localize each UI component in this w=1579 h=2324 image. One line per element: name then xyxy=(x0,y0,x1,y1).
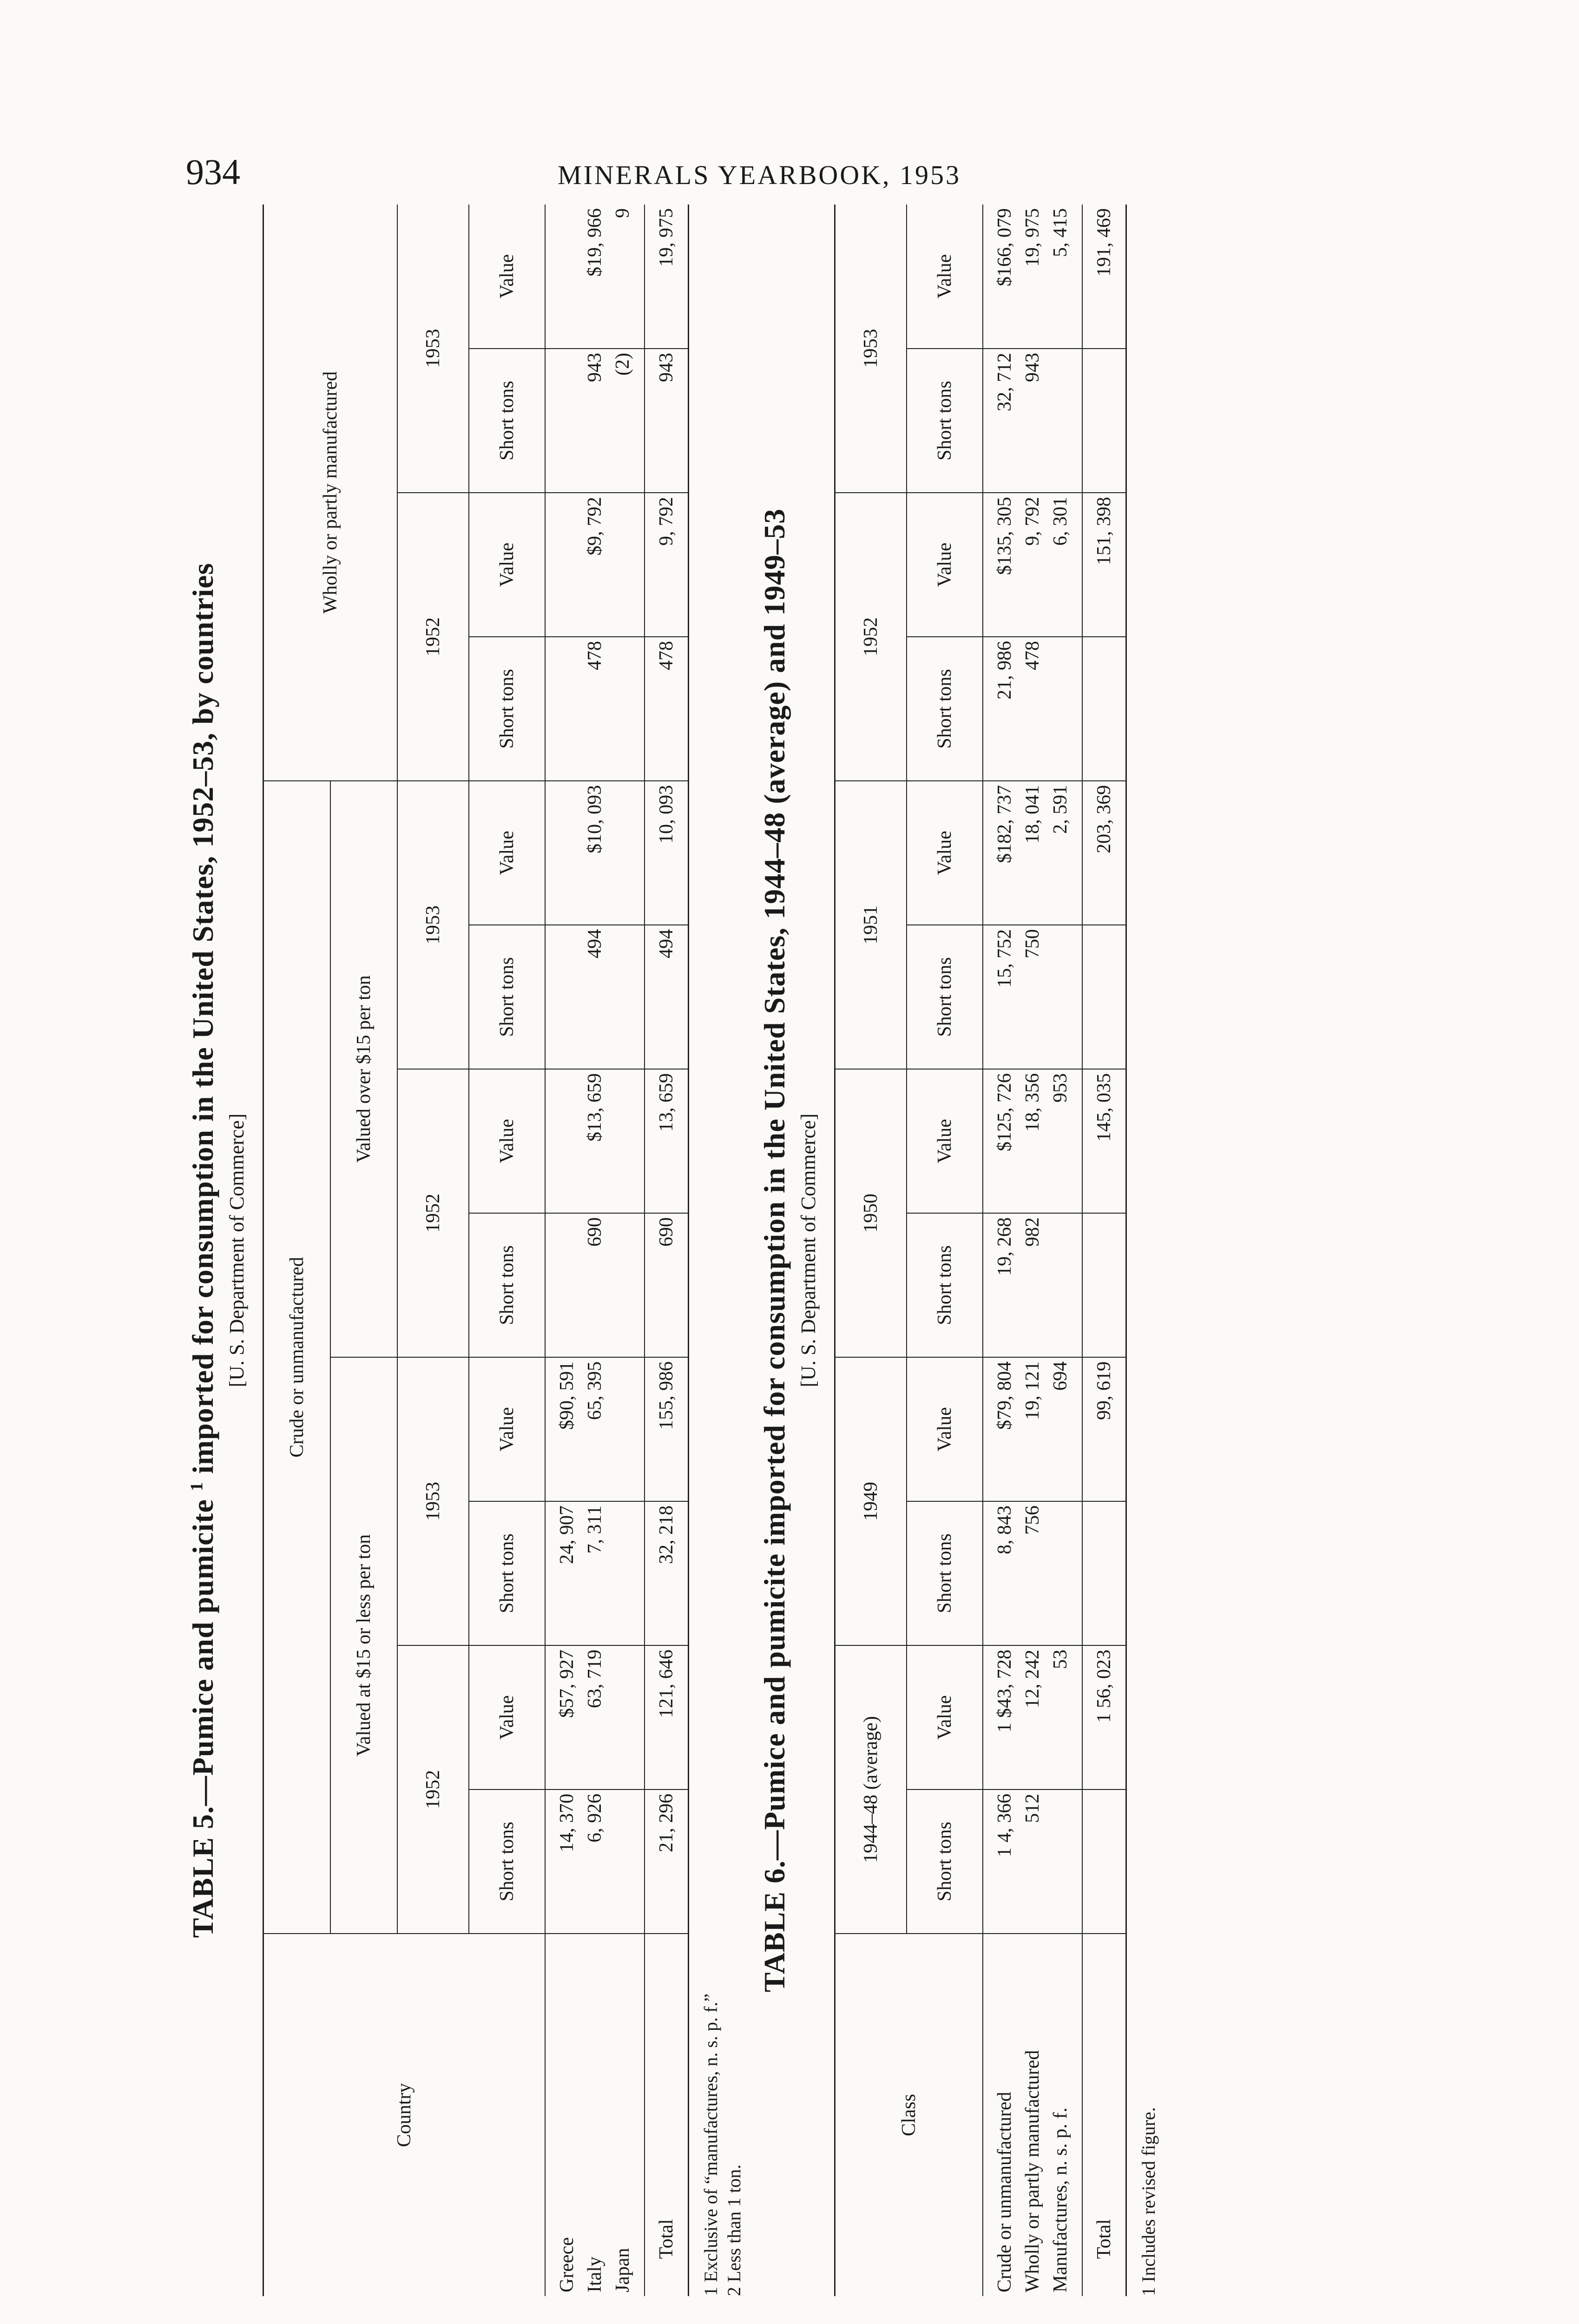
table6-header-year: 1952 xyxy=(835,493,907,781)
table6-cell: 750 xyxy=(1019,925,1046,1069)
table5-cell xyxy=(545,205,581,349)
table5-header-year: 1953 xyxy=(397,205,469,493)
table6-cell: 32, 712 xyxy=(983,349,1019,493)
table5-header-year: 1952 xyxy=(397,1645,469,1934)
table5-footnote-2: 2 Less than 1 ton. xyxy=(724,2164,744,2296)
table6-cell: $135, 305 xyxy=(983,493,1019,637)
table5-header-year: 1953 xyxy=(397,1357,469,1645)
table5-row-label: Japan xyxy=(612,2248,633,2292)
table5-header-value: Value xyxy=(469,781,545,925)
table5-total-cell: 19, 975 xyxy=(645,205,689,349)
table6-row-label: Manufactures, n. s. p. f. xyxy=(1050,2107,1071,2292)
running-header xyxy=(186,151,1115,202)
table5-source: [U. S. Department of Commerce] xyxy=(225,1113,248,1387)
table6-cell: $166, 079 xyxy=(983,205,1019,349)
table5-header-year: 1952 xyxy=(397,493,469,781)
table6-cell xyxy=(1046,1501,1082,1645)
table5-cell: 6, 926 xyxy=(581,1789,609,1934)
table5-total-cell: 121, 646 xyxy=(645,1645,689,1789)
table6-cell xyxy=(1046,1213,1082,1357)
table6-header-value: Value xyxy=(907,781,983,925)
table5-header-crude: Crude or unmanufactured xyxy=(263,781,331,1934)
table6-cell: 8, 843 xyxy=(983,1501,1019,1645)
table6-header-short-tons: Short tons xyxy=(907,1501,983,1645)
table5-header-country: Country xyxy=(263,1934,546,2296)
table5-cell: 7, 311 xyxy=(581,1501,609,1645)
table6-header-value: Value xyxy=(907,1645,983,1789)
table6-header-year: 1949 xyxy=(835,1357,907,1645)
table5-header-value: Value xyxy=(469,1645,545,1789)
table6-total-cell: 203, 369 xyxy=(1082,781,1126,925)
table5-cell xyxy=(545,781,581,925)
table5-header-short-tons: Short tons xyxy=(469,637,545,781)
table5-cell: 690 xyxy=(581,1213,609,1357)
table5-cell: 9 xyxy=(609,205,645,349)
table5-cell xyxy=(545,1069,581,1213)
table5-cell: (2) xyxy=(609,349,645,493)
table5-cell xyxy=(609,1069,645,1213)
table6-row-label: Wholly or partly manufactured xyxy=(1022,2050,1043,2292)
table6-cell xyxy=(1046,1789,1082,1934)
table6-header-year: 1944–48 (average) xyxy=(835,1645,907,1934)
table5-header-year: 1952 xyxy=(397,1069,469,1357)
table5-cell: 478 xyxy=(581,637,609,781)
table6-cell: 694 xyxy=(1046,1357,1082,1501)
table6-cell: 19, 975 xyxy=(1019,205,1046,349)
table6-row xyxy=(983,205,1019,2296)
table5-cell: 14, 370 xyxy=(545,1789,581,1934)
table5-cell xyxy=(609,1789,645,1934)
table6-header-value: Value xyxy=(907,1069,983,1213)
table6-total-cell: 191, 469 xyxy=(1082,205,1126,349)
table5-header-year: 1953 xyxy=(397,781,469,1069)
table6 xyxy=(834,205,1127,2296)
table6-cell: 1 4, 366 xyxy=(983,1789,1019,1934)
table5-header-over15: Valued over $15 per ton xyxy=(330,781,397,1357)
running-title: MINERALS YEARBOOK, 1953 xyxy=(558,160,961,190)
rotated-tables xyxy=(177,205,1310,2296)
table5-cell: 24, 907 xyxy=(545,1501,581,1645)
table6-header-short-tons: Short tons xyxy=(907,925,983,1069)
table5-total-cell: 943 xyxy=(645,349,689,493)
table5 xyxy=(263,205,689,2296)
table6-cell: 21, 986 xyxy=(983,637,1019,781)
table6-header-value: Value xyxy=(907,1357,983,1501)
table5-header-under15: Valued at $15 or less per ton xyxy=(330,1357,397,1934)
table6-cell: 6, 301 xyxy=(1046,493,1082,637)
table5-header-wholly: Wholly or partly manufactured xyxy=(263,205,398,781)
table5-cell: 63, 719 xyxy=(581,1645,609,1789)
table5-cell xyxy=(545,349,581,493)
table5-total-cell: 690 xyxy=(645,1213,689,1357)
table6-row-label: Crude or unmanufactured xyxy=(994,2092,1015,2292)
table6-cell: 53 xyxy=(1046,1645,1082,1789)
table6-row xyxy=(1046,205,1082,2296)
table6-cell xyxy=(1046,925,1082,1069)
table5-cell xyxy=(609,1645,645,1789)
table5-cell xyxy=(609,1213,645,1357)
table5-total-cell: 494 xyxy=(645,925,689,1069)
table5-row xyxy=(581,205,609,2296)
table5-header-short-tons: Short tons xyxy=(469,925,545,1069)
table5-cell xyxy=(609,781,645,925)
table5-cell: 943 xyxy=(581,349,609,493)
table6-cell: 982 xyxy=(1019,1213,1046,1357)
table6-cell: 15, 752 xyxy=(983,925,1019,1069)
table6-total-cell: 151, 398 xyxy=(1082,493,1126,637)
table6-total-cell xyxy=(1082,1501,1126,1645)
table5-cell: $13, 659 xyxy=(581,1069,609,1213)
table5-total-row xyxy=(645,205,689,2296)
table5-cell: $9, 792 xyxy=(581,493,609,637)
table6-cell xyxy=(1046,637,1082,781)
table6-total-cell xyxy=(1082,1789,1126,1934)
table6-footnotes xyxy=(1137,205,1160,2296)
table5-footnotes xyxy=(699,205,746,2296)
table5-header-short-tons: Short tons xyxy=(469,1789,545,1934)
table5-total-cell: 32, 218 xyxy=(645,1501,689,1645)
table5-block xyxy=(186,205,746,2296)
table6-header-value: Value xyxy=(907,205,983,349)
table6-total-cell xyxy=(1082,637,1126,781)
table5-cell xyxy=(545,925,581,1069)
table6-total-cell xyxy=(1082,1213,1126,1357)
table6-total-cell xyxy=(1082,349,1126,493)
table6-cell: 943 xyxy=(1019,349,1046,493)
table6-row xyxy=(1019,205,1046,2296)
table6-cell: 18, 041 xyxy=(1019,781,1046,925)
table6-cell xyxy=(1046,349,1082,493)
table6-total-cell xyxy=(1082,925,1126,1069)
table5-row-label: Greece xyxy=(556,2237,578,2292)
table6-cell: 756 xyxy=(1019,1501,1046,1645)
table5-cell: $10, 093 xyxy=(581,781,609,925)
table6-header-year: 1950 xyxy=(835,1069,907,1357)
table5-cell xyxy=(545,1213,581,1357)
table5-cell xyxy=(609,1501,645,1645)
table6-total-cell: 99, 619 xyxy=(1082,1357,1126,1501)
table6-source: [U. S. Department of Commerce] xyxy=(797,1113,820,1387)
table6-total-row xyxy=(1082,205,1126,2296)
table6-cell: $125, 726 xyxy=(983,1069,1019,1213)
table6-header-short-tons: Short tons xyxy=(907,1789,983,1934)
table5-cell: 494 xyxy=(581,925,609,1069)
table6-header-short-tons: Short tons xyxy=(907,1213,983,1357)
table6-cell: 953 xyxy=(1046,1069,1082,1213)
table6-header-short-tons: Short tons xyxy=(907,349,983,493)
table5-cell xyxy=(609,493,645,637)
table5-cell: $19, 966 xyxy=(581,205,609,349)
table5-total-label: Total xyxy=(645,1934,689,2296)
table5-header-value: Value xyxy=(469,205,545,349)
table5-row xyxy=(609,205,645,2296)
table6-total-cell: 145, 035 xyxy=(1082,1069,1126,1213)
table6-cell: 12, 242 xyxy=(1019,1645,1046,1789)
table5-header-value: Value xyxy=(469,1357,545,1501)
table6-header-year: 1951 xyxy=(835,781,907,1069)
table6-cell: $182, 737 xyxy=(983,781,1019,925)
table5-cell xyxy=(609,925,645,1069)
table5-total-cell: 9, 792 xyxy=(645,493,689,637)
table6-cell: 19, 121 xyxy=(1019,1357,1046,1501)
table5-row-label: Italy xyxy=(584,2257,605,2292)
table5-total-cell: 155, 986 xyxy=(645,1357,689,1501)
table6-cell: 478 xyxy=(1019,637,1046,781)
table6-cell: $79, 804 xyxy=(983,1357,1019,1501)
table5-total-cell: 21, 296 xyxy=(645,1789,689,1934)
table6-total-label: Total xyxy=(1082,1934,1126,2296)
table5-header-short-tons: Short tons xyxy=(469,349,545,493)
table6-cell: 2, 591 xyxy=(1046,781,1082,925)
table6-header-value: Value xyxy=(907,493,983,637)
table6-cell: 18, 356 xyxy=(1019,1069,1046,1213)
table5-total-cell: 478 xyxy=(645,637,689,781)
table6-header-year: 1953 xyxy=(835,205,907,493)
table5-footnote-1: 1 Exclusive of “manufactures, n. s. p. f.” xyxy=(700,1994,721,2296)
table5-cell: $90, 591 xyxy=(545,1357,581,1501)
table5-title: TABLE 5.—Pumice and pumicite $^1$ imported for consumption in the United States, 1952–53, by countries xyxy=(186,562,219,1938)
table5-cell xyxy=(545,637,581,781)
table5-cell: $57, 927 xyxy=(545,1645,581,1789)
table5-header-value: Value xyxy=(469,1069,545,1213)
table6-footnote-1: 1 Includes revised figure. xyxy=(1138,2107,1159,2296)
table6-block xyxy=(757,205,1160,2296)
table5-total-cell: 10, 093 xyxy=(645,781,689,925)
table6-cell: 19, 268 xyxy=(983,1213,1019,1357)
table5-row xyxy=(545,205,581,2296)
table5-cell xyxy=(609,637,645,781)
table5-header-short-tons: Short tons xyxy=(469,1501,545,1645)
table6-header-class: Class xyxy=(835,1934,983,2296)
table5-header-value: Value xyxy=(469,493,545,637)
table6-cell: 9, 792 xyxy=(1019,493,1046,637)
table6-cell: 5, 415 xyxy=(1046,205,1082,349)
table5-header-short-tons: Short tons xyxy=(469,1213,545,1357)
table6-title: TABLE 6.—Pumice and pumicite imported for consumption in the United States, 1944–48 (average) and 1949–53 xyxy=(758,508,791,1993)
table5-cell xyxy=(545,493,581,637)
table6-total-cell: 1 56, 023 xyxy=(1082,1645,1126,1789)
table5-cell xyxy=(609,1357,645,1501)
table6-header-short-tons: Short tons xyxy=(907,637,983,781)
table6-cell: 512 xyxy=(1019,1789,1046,1934)
page-number: 934 xyxy=(186,152,240,192)
table5-total-cell: 13, 659 xyxy=(645,1069,689,1213)
table6-cell: 1 $43, 728 xyxy=(983,1645,1019,1789)
table5-cell: 65, 395 xyxy=(581,1357,609,1501)
